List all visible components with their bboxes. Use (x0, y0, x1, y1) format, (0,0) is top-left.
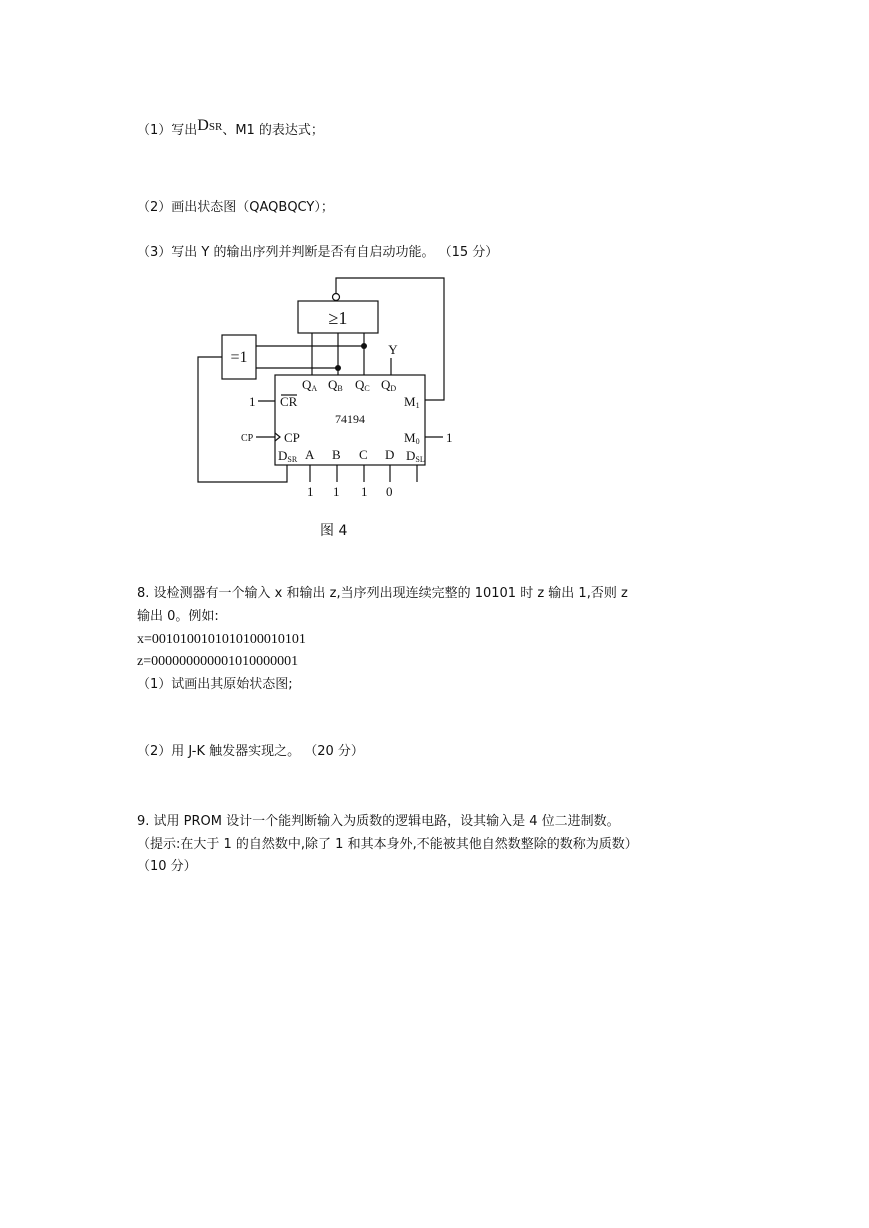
m0-value: 1 (446, 430, 453, 445)
chip-label: 74194 (335, 412, 365, 426)
output-y-label: Y (388, 342, 398, 357)
pin-b: B (332, 447, 341, 462)
q9-line1: 9. 试用 PROM 设计一个能判断输入为质数的逻辑电路，设其输入是 4 位二进制数。 (137, 814, 620, 829)
pin-a: A (305, 447, 315, 462)
q7-part1-suffix: 、M1 的表达式； (222, 123, 324, 138)
q8-x-sequence: x=0010100101010100010101 (137, 632, 306, 647)
q8-line1: 8. 设检测器有一个输入 x 和输出 z,当序列出现连续完整的 10101 时 z 输出 1,否则 z (137, 586, 628, 601)
clock-triangle (275, 433, 280, 441)
inverter-bubble (333, 294, 340, 301)
junction-qb (335, 365, 341, 371)
pin-dsr: DSR (278, 448, 298, 464)
q7-part2: （2）画出状态图（QAQBQCY）； (137, 200, 334, 215)
junction-qc (361, 343, 367, 349)
figure-caption: 图 4 (320, 523, 348, 539)
xor-gate-label: =1 (230, 349, 248, 366)
pin-cr: CR (280, 394, 298, 409)
q8-line2: 输出 0。例如: (137, 609, 219, 624)
or-gate-label: ≥1 (328, 308, 348, 328)
q7-part1-sub: SR (208, 121, 223, 133)
q8-part2: （2）用 J-K 触发器实现之。 （20 分） (137, 744, 364, 759)
pin-m1: M1 (404, 394, 420, 410)
pin-cp: CP (284, 430, 300, 445)
pin-qa: QA (302, 377, 318, 393)
pin-qb: QB (328, 377, 343, 393)
pin-dsl: DSL (406, 448, 425, 464)
cp-input-label: CP (241, 433, 254, 444)
pin-m0: M0 (404, 430, 420, 446)
pin-d: D (385, 447, 395, 462)
q7-part3: （3）写出 Y 的输出序列并判断是否有自启动功能。 （15 分） (137, 245, 499, 260)
q9-line2: （提示:在大于 1 的自然数中,除了 1 和其本身外,不能被其他自然数整除的数称为质数） (137, 837, 638, 852)
q7-part1-d: D (197, 117, 209, 134)
a-value: 1 (307, 484, 314, 499)
q9-line3: （10 分） (137, 859, 197, 874)
q8-part1: （1）试画出其原始状态图; (137, 677, 293, 692)
pin-qd: QD (381, 377, 397, 393)
q8-z-sequence: z=000000000001010000001 (137, 654, 299, 669)
pin-qc: QC (355, 377, 370, 393)
b-value: 1 (333, 484, 340, 499)
d-value: 0 (386, 484, 393, 499)
wire-dsr-feedback (198, 357, 287, 482)
cr-value: 1 (249, 394, 256, 409)
circuit-diagram (0, 0, 869, 560)
pin-c: C (359, 447, 368, 462)
q7-part1-prefix: （1）写出 (137, 123, 198, 138)
c-value: 1 (361, 484, 368, 499)
